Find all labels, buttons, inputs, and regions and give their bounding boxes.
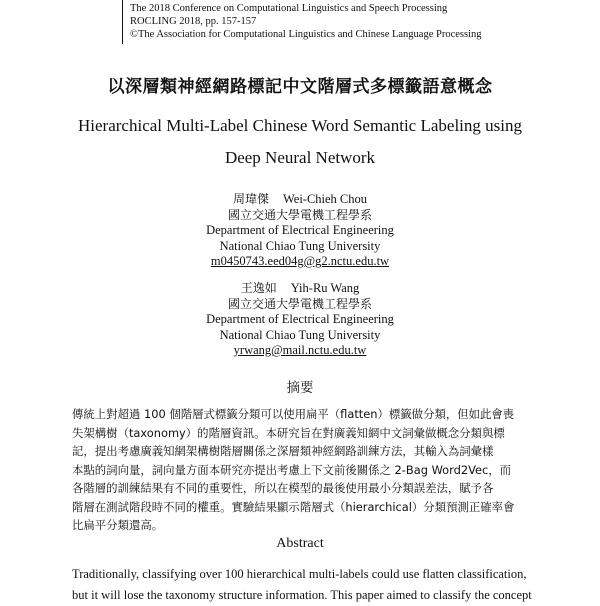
abstract-line: 本點的詞向量，詞向量方面本研究亦提出考慮上下文前後關係之 2-Bag Word2Vec，而: [72, 462, 512, 477]
paper-title-chinese: 以深層類神經網路標記中文階層式多標籤語意概念: [107, 77, 493, 97]
author-name-chinese: 王逸如: [240, 281, 277, 295]
author-affiliation-chinese: 國立交通大學電機工程學系: [227, 207, 372, 222]
conference-name: The 2018 Conference on Computational Linguistics and Speech Processing: [130, 3, 448, 14]
author-name-chinese: 周瑋傑: [232, 192, 269, 206]
author-block-2: [0, 281, 600, 359]
abstract-line: 階層在測試階段時不同的權重。實驗結果顯示階層式（hierarchical）分類預測正確率會: [72, 499, 515, 514]
author-name: [0, 281, 600, 297]
abstract-line: Traditionally, classifying over 100 hierarchical multi-labels could use flatten classification,: [72, 567, 527, 581]
abstract-english-heading: Abstract: [276, 536, 324, 551]
author-email-link[interactable]: yrwang@mail.nctu.edu.tw: [233, 343, 367, 357]
author-block-1: [0, 192, 600, 270]
abstract-line: 各階層的訓練結果有不同的重要性，所以在模型的最後使用最小分類誤差法，賦予各: [72, 481, 494, 495]
author-name-english: Yih-Ru Wang: [290, 281, 360, 295]
proceedings-pages: ROCLING 2018, pp. 157-157: [130, 16, 257, 27]
header-divider-line: [122, 0, 123, 44]
author-name: [0, 192, 600, 208]
author-email-link[interactable]: m0450743.eed04g@g2.nctu.edu.tw: [210, 254, 390, 268]
author-department: Department of Electrical Engineering: [206, 223, 394, 237]
abstract-chinese-heading: 摘要: [286, 380, 314, 396]
author-university: National Chiao Tung University: [219, 238, 381, 253]
abstract-line: 失架構樹（taxonomy）的階層資訊。本研究旨在對廣義知網中文詞彙做概念分類與標: [72, 425, 505, 440]
author-department: Department of Electrical Engineering: [206, 312, 394, 326]
abstract-line: 記，提出考慮廣義知網架構樹階層關係之深層類神經網路訓練方法，其輸入為詞彙樣: [72, 444, 494, 458]
author-university: National Chiao Tung University: [219, 327, 381, 342]
abstract-line: but it will lose the taxonomy structure information. This paper aimed to classify the concept: [72, 588, 532, 602]
conference-header: [130, 2, 482, 41]
copyright-notice: ©The Association for Computational Linguistics and Chinese Language Processing: [130, 29, 482, 40]
author-affiliation-chinese: 國立交通大學電機工程學系: [227, 296, 372, 311]
author-name-english: Wei-Chieh Chou: [282, 192, 368, 206]
abstract-line: 比扁平分類還高。: [72, 518, 164, 532]
paper-title-english-line1: Hierarchical Multi-Label Chinese Word Semantic Labeling using: [78, 116, 522, 135]
paper-title-english-line2: Deep Neural Network: [224, 148, 376, 167]
abstract-chinese-body: [72, 405, 532, 535]
abstract-line: 傳統上對超過 100 個階層式標籤分類可以使用扁平（flatten）標籤做分類，但如此會喪: [72, 407, 515, 421]
